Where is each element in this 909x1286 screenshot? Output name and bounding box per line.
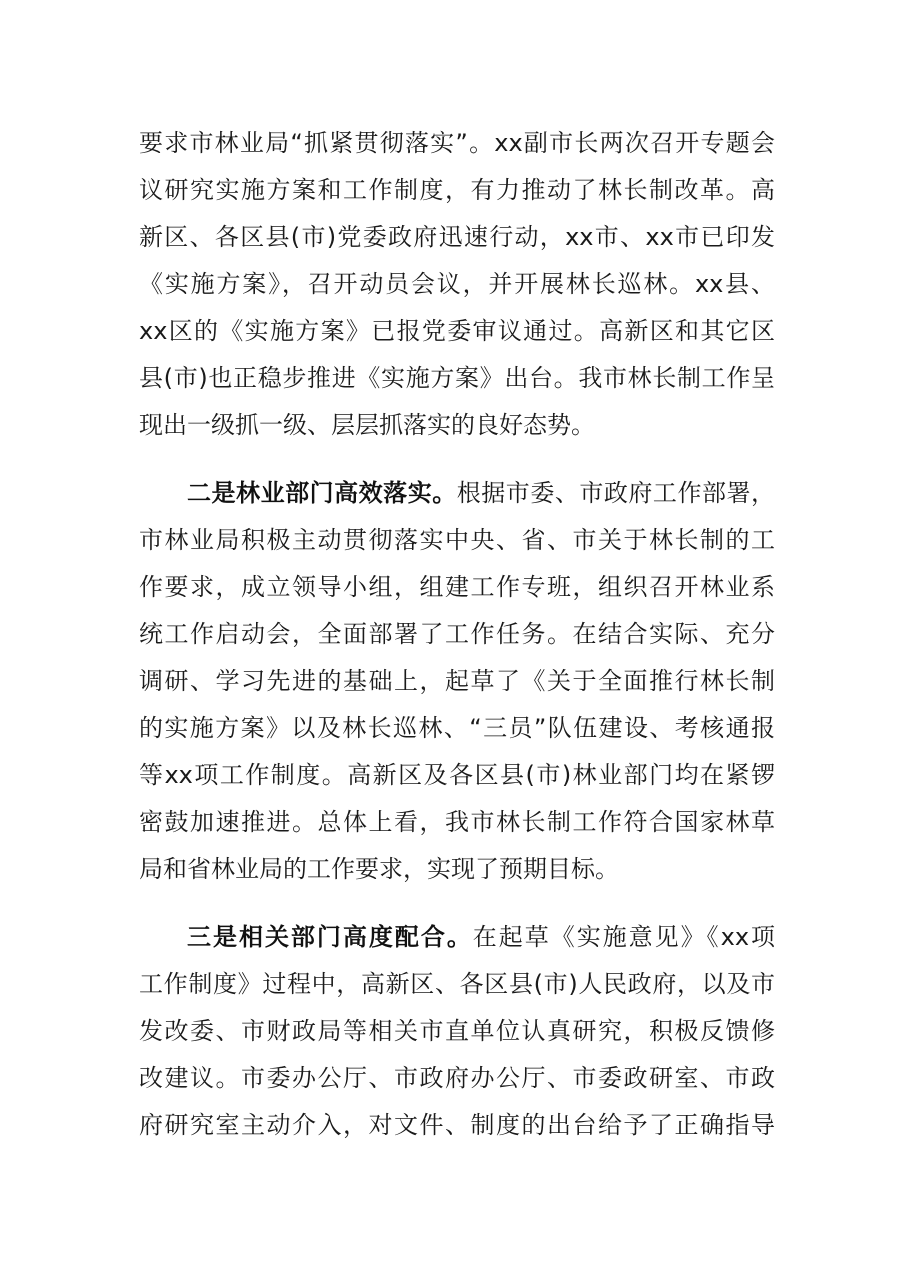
paragraph-line: 市林业局积极主动贯彻落实中央、省、市关于林长制的工: [139, 526, 775, 554]
paragraph-line: 新区、各区县(市)党委政府迅速行动，xx市、xx市已印发: [139, 223, 775, 251]
paragraph-first-line: [139, 470, 775, 517]
paragraph-line: 现出一级抓一级、层层抓落实的良好态势。: [139, 411, 595, 439]
paragraph-line: 调研、学习先进的基础上，起草了《关于全面推行林长制: [139, 667, 775, 695]
paragraph-line: 发改委、市财政局等相关市直单位认真研究，积极反馈修: [139, 1017, 775, 1045]
paragraph-line: 局和省林业局的工作要求，实现了预期目标。: [139, 855, 619, 883]
paragraph-line: 县(市)也正稳步推进《实施方案》出台。我市林长制工作呈: [139, 364, 775, 392]
paragraph-spacer: [139, 893, 775, 914]
paragraph-line: 要求市林业局“抓紧贯彻落实”。xx副市长两次召开专题会: [139, 129, 775, 157]
paragraph-line: xx区的《实施方案》已报党委审议通过。高新区和其它区: [139, 317, 775, 345]
paragraph-line: 统工作启动会，全面部署了工作任务。在结合实际、充分: [139, 620, 775, 648]
paragraph-line: 密鼓加速推进。总体上看，我市林长制工作符合国家林草: [139, 808, 775, 836]
paragraph-lead-heading: 二是林业部门高效落实。: [187, 479, 457, 507]
paragraph-line: 等xx项工作制度。高新区及各区县(市)林业部门均在紧锣: [139, 761, 775, 789]
paragraph-line: 的实施方案》以及林长巡林、“三员”队伍建设、考核通报: [139, 714, 775, 742]
paragraph-3: [139, 914, 775, 1149]
paragraph-2: [139, 470, 775, 893]
paragraph-line-text: 在起草《实施意见》《xx项: [472, 923, 775, 951]
document-page: [139, 120, 775, 1149]
paragraph-line: 议研究实施方案和工作制度，有力推动了林长制改革。高: [139, 176, 775, 204]
paragraph-first-line: [139, 914, 775, 961]
paragraph-line: 改建议。市委办公厅、市政府办公厅、市委政研室、市政: [139, 1064, 775, 1092]
paragraph-line-text: 根据市委、市政府工作部署，: [456, 479, 776, 507]
paragraph-line: 《实施方案》，召开动员会议，并开展林长巡林。xx县、: [139, 270, 775, 298]
paragraph-spacer: [139, 449, 775, 470]
paragraph-1: [139, 120, 775, 449]
paragraph-line: 府研究室主动介入，对文件、制度的出台给予了正确指导: [139, 1111, 775, 1139]
paragraph-line: 工作制度》过程中，高新区、各区县(市)人民政府，以及市: [139, 970, 775, 998]
paragraph-lead-heading: 三是相关部门高度配合。: [187, 923, 473, 951]
paragraph-line: 作要求，成立领导小组，组建工作专班，组织召开林业系: [139, 573, 775, 601]
